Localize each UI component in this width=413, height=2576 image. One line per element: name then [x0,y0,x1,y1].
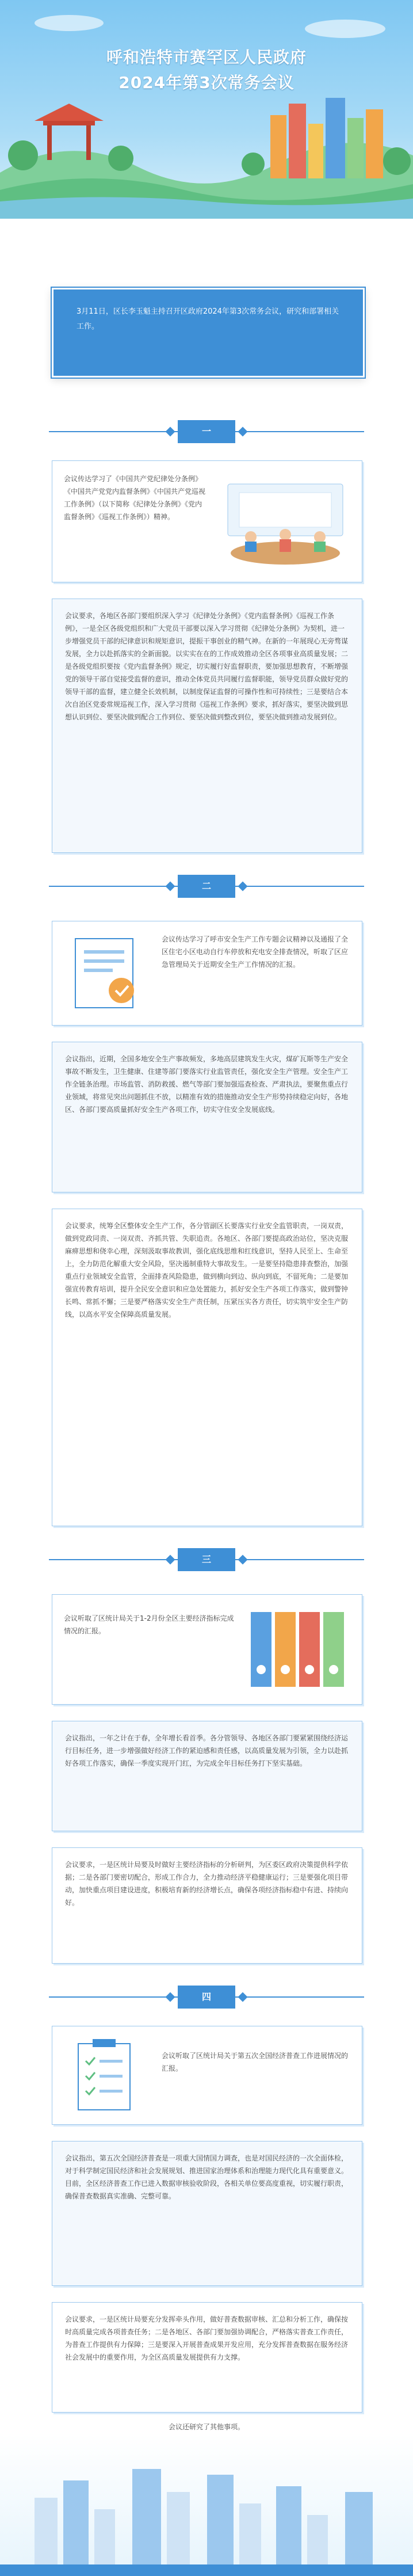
section-3-body-1 [52,1721,362,1831]
section-4-intro-text: 会议听取了区统计局关于第五次全国经济普查工作进展情况的汇报。 [162,2052,349,2072]
section-3-paragraph-1: 会议指出，一年之计在于春，全年增长看首季。各分管领导、各地区各部门要紧紧围绕经济运行目标任务，进一步增强做好经济工作的紧迫感和责任感，以高质量发展为引领，全力以赴抓好各项工作落实，确保一季度实现开门红，为完成全年目标任务打下坚实基础。 [65,1734,349,1767]
section-2-body-2 [52,1209,362,1526]
section-divider-2 [49,875,364,898]
section-3-paragraph-2: 会议要求，一是区统计局要及时做好主要经济指标的分析研判，为区委区政府决策提供科学依据；二是各部门要密切配合，形成工作合力，全力推动经济平稳健康运行；三是要强化项目带动，加快重点项目建设进度，积极培育新的经济增长点，确保各项经济指标稳中有进、持续向好。 [65,1861,349,1907]
banner-illustration [0,0,413,219]
folders-illustration [239,1601,354,1698]
section-1-intro [52,460,362,582]
section-1-intro-text: 会议传达学习了《中国共产党纪律处分条例》《中国共产党党内监督条例》《中国共产党巡视工作条例》（以下简称《纪律处分条例》《党内监督条例》《巡视工作条例》）精神。 [64,475,206,521]
divider-diamond-icon [238,882,248,891]
divider-diamond-icon [166,882,175,891]
divider-diamond-icon [166,427,175,437]
page-subtitle: 2024年第3次常务会议 [118,73,295,92]
section-divider-4 [49,1986,364,2009]
document-illustration [64,933,150,1013]
section-divider-3 [49,1548,364,1571]
section-3-intro-text: 会议听取了区统计局关于1-2月份全区主要经济指标完成情况的汇报。 [64,1614,234,1635]
summary-text: 3月11日，区长李玉魁主持召开区政府2024年第3次常务会议，研究和部署相关工作。 [77,307,339,331]
section-3-intro [52,1594,362,1705]
section-2-body-1 [52,1042,362,1192]
divider-diamond-icon [238,1555,248,1565]
section-1-paragraph: 会议要求，各地区各部门要组织深入学习《纪律处分条例》《党内监督条例》《巡视工作条例》，一是全区各级党组织和广大党员干部要以深入学习贯彻《纪律处分条例》为契机，进一步增强党员干部的纪律意识和规矩意识，提振干事创业的精气神。在新的一年展现心无旁骛谋发展，全力以赴抓落实的全新面貌。以实实在在的工作成效推动全区各项事业高质量发展；二是各级党组织要按《党内监督条例》规定，切实履行好监督职责，要加强思想教育，不断增强党的领导干部自觉接受监督的意识，推动全体党员共同履行监督职能，领导党员群众做好党的领导干部的监督，建立健全长效机制，以制度保证监督的可操作性和可持续性；三是要结合本次自治区党委常规巡视工作，深入学习贯彻《巡视工作条例》要求，抓好落实，要坚决做到思想认识到位、要坚决做到配合工作到位、要坚决做到整改到位，要坚决做到推动发展到位。 [65,612,349,721]
section-2-intro-text: 会议传达学习了呼市安全生产工作专题会议精神以及通报了全区住宅小区电动自行车停放和充电安全排查情况，听取了区应急管理局关于近期安全生产工作情况的汇报。 [162,935,349,969]
checklist-illustration [64,2038,150,2113]
section-2-paragraph-2: 会议要求，统筹全区整体安全生产工作，各分管副区长要落实行业安全监管职责，一岗双责，做到党政同责、一岗双责、齐抓共管、失职追责。各地区、各部门要提高政治站位，坚决克服麻痹思想和侥幸心理，深刻汲取事故教训，强化底线思维和红线意识，坚持人民至上、生命至上，全力防范化解重大安全风险，坚决遏制重特大事故发生。一是要坚持隐患排查整治，加强重点行业领域安全监管，全面排查风险隐患，做到横向到边、纵向到底，不留死角；二是要加强宣传教育培训，提升全民安全意识和应急处置能力，抓好安全生产各项工作落实，做到警钟长鸣、常抓不懈；三是要严格落实安全生产责任制，压紧压实各方责任，切实筑牢安全生产防线，以高水平安全保障高质量发展。 [65,1222,349,1319]
footer-illustration [0,2434,413,2576]
section-4-body-1 [52,2141,362,2286]
section-number-4: 四 [178,1986,235,2009]
section-number-1: 一 [178,420,235,443]
section-4-paragraph-2: 会议要求，一是区统计局要充分发挥牵头作用，做好普查数据审核、汇总和分析工作，确保按时高质量完成各项普查任务；二是各地区、各部门要加强协调配合，严格落实普查工作责任，为普查工作提供有力保障；三是要深入开展普查成果开发应用，充分发挥普查数据在服务经济社会发展中的重要作用，为全区高质量发展提供有力支撑。 [65,2315,349,2361]
section-divider-1 [49,420,364,443]
closing-text: 会议还研究了其他事项。 [168,2423,244,2431]
page-title: 呼和浩特市赛罕区人民政府 [106,48,307,67]
divider-diamond-icon [166,1555,175,1565]
section-number-2: 二 [178,875,235,898]
section-3-body-2 [52,1847,362,1964]
summary-box [52,288,365,378]
divider-diamond-icon [238,1992,248,2002]
city-skyline-illustration [0,2434,413,2576]
section-2-paragraph-1: 会议指出，近期，全国多地安全生产事故频发，多地高层建筑发生火灾，煤矿瓦斯等生产安全事故不断发生，卫生健康、住建等部门要落实行业监管责任，强化安全生产管理。安全生产工作全链条治理。市场监管、消防救援、燃气等部门要加强巡查检查、严肃执法，要聚焦重点行业领域，将常见突出问题抓住不放，以精准有效的措施推动安全生产形势持续稳定向好，各地区、各部门要高质量抓好安全生产各项工作，切实守住安全发展底线。 [65,1055,349,1114]
section-4-paragraph-1: 会议指出，第五次全国经济普查是一项重大国情国力调查，也是对国民经济的一次全面体检，对于科学制定国民经济和社会发展规划、推进国家治理体系和治理能力现代化具有重要意义。目前，全区经济普查工作已进入数据审核验收阶段，各相关单位要高度重视，切实履行职责，确保普查数据真实准确、完整可靠。 [65,2154,349,2200]
section-number-3: 三 [178,1548,235,1571]
divider-diamond-icon [166,1992,175,2002]
divider-diamond-icon [238,427,248,437]
header-banner [0,0,413,219]
section-4-body-2 [52,2302,362,2413]
section-4-intro [52,2026,362,2125]
meeting-illustration [216,472,354,570]
section-1-body [52,599,362,853]
section-2-intro [52,921,362,1026]
